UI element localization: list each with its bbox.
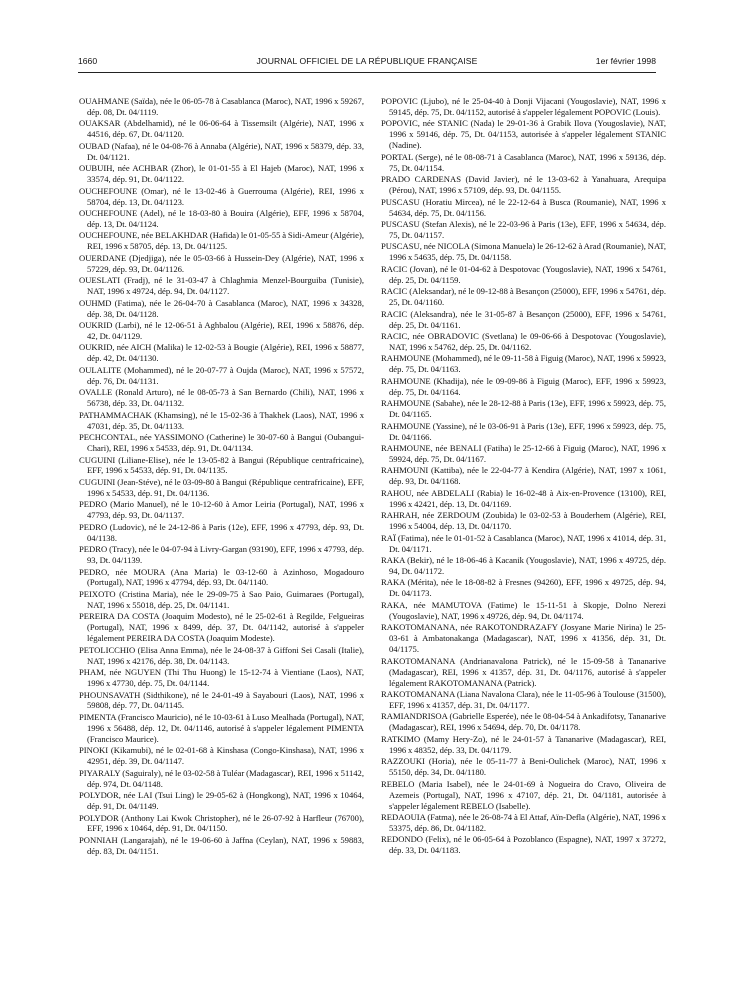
register-entry: RAHMOUNE (Khadija), née le 09-09-86 à Figuig (Maroc), EFF, 1996 x 59923, dép. 75, Dt. 04/1164. [381,375,666,397]
register-entry: OUHMD (Fatima), née le 26-04-70 à Casablanca (Maroc), NAT, 1996 x 34328, dép. 38, Dt. 04/1128. [79,297,364,319]
register-entry: RAHMOUNI (Kattiba), née le 22-04-77 à Kendira (Algérie), NAT, 1997 x 1061, dép. 93, Dt. 04/1168. [381,465,666,487]
register-entry: PEDRO, née MOURA (Ana Maria) le 03-12-60 à Azinhoso, Mogadouro (Portugal), NAT, 1996 x 47794, dép. 93, Dt. 04/1140. [79,566,364,588]
register-entry: RAMIANDRISOA (Gabrielle Esperée), née le 08-04-54 à Ankadifotsy, Tananarive (Madagascar), REI, 1996 x 54694, dép. 70, Dt. 04/1178. [381,711,666,733]
register-entry: REDAOUIA (Fatma), née le 26-08-74 à El Attaf, Aïn-Defla (Algérie), NAT, 1996 x 53375, dép. 86, Dt. 04/1182. [381,812,666,833]
register-entry: RACIC (Aleksandra), née le 31-05-87 à Besançon (25000), EFF, 1996 x 54761, dép. 25, Dt. 04/1161. [381,308,666,330]
register-entry: RAKOTOMANANA (Liana Navalona Clara), née le 11-05-96 à Toulouse (31500), EFF, 1996 x 41357, dép. 31, Dt. 04/1177. [381,689,666,710]
right-column [381,96,666,857]
register-entry: POPOVIC (Ljubo), né le 25-04-40 à Donji Vijacani (Yougoslavie), NAT, 1996 x 59145, dép. 75, Dt. 04/1152, autorisé à s'appeler légalement POPOVIC (Louis). [381,96,666,117]
register-entry: PEREIRA DA COSTA (Joaquim Modesto), né le 25-02-61 à Regilde, Felgueiras (Portugal), NAT, 1996 x 8499, dép. 37, Dt. 04/1142, autorisé à s'appeler légalement PEREIRA DA COSTA (Joaquim Modeste). [79,611,364,644]
register-entry: OUBAD (Nafaa), né le 04-08-76 à Annaba (Algérie), NAT, 1996 x 58379, dép. 33, Dt. 04/1121. [79,140,364,162]
issue-date: 1er février 1998 [595,56,656,66]
register-entry: RAHOU, née ABDELALI (Rabia) le 16-02-48 à Aix-en-Provence (13100), REI, 1996 x 42421, dép. 13, Dt. 04/1169. [381,487,666,509]
register-entry: RAHMOUNE (Sabahe), née le 28-12-88 à Paris (13e), EFF, 1996 x 59923, dép. 75, Dt. 04/1165. [381,398,666,420]
register-entry: OULALITE (Mohammed), né le 20-07-77 à Oujda (Maroc), NAT, 1996 x 57572, dép. 76, Dt. 04/1131. [79,364,364,386]
register-entry: RAZZOUKI (Horia), née le 05-11-77 à Beni-Oulichek (Maroc), NAT, 1996 x 55150, dép. 34, Dt. 04/1180. [381,756,666,778]
register-entry: OUBUIH, née ACHBAR (Zhor), le 01-01-55 à El Hajeb (Maroc), NAT, 1996 x 33574, dép. 91, Dt. 04/1122. [79,163,364,185]
register-entry: PHAM, née NGUYEN (Thi Thu Huong) le 15-12-74 à Vientiane (Laos), NAT, 1996 x 47730, dép. 75, Dt. 04/1144. [79,667,364,689]
register-entry: PORTAL (Serge), né le 08-08-71 à Casablanca (Maroc), NAT, 1996 x 59136, dép. 75, Dt. 04/1154. [381,151,666,173]
register-entry: OUERDANE (Djedjiga), née le 05-03-66 à Hussein-Dey (Algérie), NAT, 1996 x 57229, dép. 93, Dt. 04/1126. [79,252,364,274]
register-entry: PATHAMMACHAK (Khamsing), né le 15-02-36 à Thakhek (Laos), NAT, 1996 x 47031, dép. 35, Dt. 04/1133. [79,409,364,431]
register-entry: POLYDOR (Anthony Lai Kwok Christopher), né le 26-07-92 à Harfleur (76700), EFF, 1996 x 10464, dép. 91, Dt. 04/1150. [79,812,364,834]
page-number: 1660 [78,56,98,66]
register-entry: RAKA, née MAMUTOVA (Fatime) le 15-11-51 à Skopje, Dolno Nerezi (Yougoslavie), NAT, 1996 x 49726, dép. 94, Dt. 04/1174. [381,599,666,621]
register-entry: PEDRO (Ludovic), né le 24-12-86 à Paris (12e), EFF, 1996 x 47793, dép. 93, Dt. 04/1138. [79,521,364,543]
left-column [79,96,364,857]
register-entry: OUAHMANE (Saïda), née le 06-05-78 à Casablanca (Maroc), NAT, 1996 x 59267, dép. 08, Dt. 04/1119. [79,96,364,117]
register-entry: OVALLE (Ronald Arturo), né le 08-05-73 à San Bernardo (Chili), NAT, 1996 x 56738, dép. 33, Dt. 04/1132. [79,387,364,409]
register-entry: OUCHEFOUNE (Omar), né le 13-02-46 à Guerrouma (Algérie), REI, 1996 x 58704, dép. 13, Dt. 04/1123. [79,185,364,207]
register-entry: RAKOTOMANANA (Andrianavalona Patrick), né le 15-09-58 à Tananarive (Madagascar), REI, 1996 x 41357, dép. 31, Dt. 04/1176, autorisé à s'appeler légalement RAKOTOMANANA (Patrick). [381,655,666,688]
register-entry: RAÏ (Fatima), née le 01-01-52 à Casablanca (Maroc), NAT, 1996 x 41014, dép. 31, Dt. 04/1171. [381,532,666,554]
register-entry: PUSCASU (Horatiu Mircea), né le 22-12-64 à Busca (Roumanie), NAT, 1996 x 54634, dép. 75, Dt. 04/1156. [381,196,666,218]
register-entry: REBELO (Maria Isabel), née le 24-01-69 à Nogueira do Cravo, Oliveira de Azemeis (Portugal), NAT, 1996 x 47107, dép. 21, Dt. 04/1181, autorisée à s'appeler légalement REBELO (Isabelle). [381,778,666,811]
register-entry: RAKOTOMANANA, née RAKOTONDRAZAFY (Josyane Marie Nirina) le 25-03-61 à Ambatonakanga (Madagascar), NAT, 1996 x 41356, dép. 31, Dt. 04/1175. [381,622,666,655]
register-entry: RAHRAH, née ZERDOUM (Zoubida) le 03-02-53 à Bouderhem (Algérie), REI, 1996 x 54004, dép. 13, Dt. 04/1170. [381,510,666,532]
register-entry: PEDRO (Mario Manuel), né le 10-12-60 à Amor Leiria (Portugal), NAT, 1996 x 47793, dép. 93, Dt. 04/1137. [79,499,364,521]
register-entry: PUSCASU (Stefan Alexis), né le 22-03-96 à Paris (13e), EFF, 1996 x 54634, dép. 75, Dt. 04/1157. [381,218,666,240]
register-entry: PIMENTA (Francisco Mauricio), né le 10-03-61 à Luso Mealhada (Portugal), NAT, 1996 x 56488, dép. 12, Dt. 04/1146, autorisé à s'appeler légalement PIMENTA (Francisco Maurice). [79,711,364,744]
register-entry: RAKA (Bekir), né le 18-06-46 à Kacanik (Yougoslavie), NAT, 1996 x 49725, dép. 94, Dt. 04/1172. [381,555,666,577]
register-entry: RACIC, née OBRADOVIC (Svetlana) le 09-06-66 à Despotovac (Yougoslavie), NAT, 1996 x 54762, dép. 25, Dt. 04/1162. [381,331,666,352]
register-entry: REDONDO (Felix), né le 06-05-64 à Pozoblanco (Espagne), NAT, 1997 x 37272, dép. 33, Dt. 04/1183. [381,834,666,856]
register-entry: POLYDOR, née LAI (Tsui Ling) le 29-05-62 à (Hongkong), NAT, 1996 x 10464, dép. 91, Dt. 04/1149. [79,790,364,812]
register-entry: PHOUNSAVATH (Sidthikone), né le 24-01-49 à Sayabouri (Laos), NAT, 1996 x 59808, dép. 77, Dt. 04/1145. [79,689,364,711]
register-entry: CUGUINI (Liliane-Elise), née le 13-05-82 à Bangui (République centrafricaine), EFF, 1996 x 54533, dép. 91, Dt. 04/1135. [79,454,364,476]
register-entry: RAHMOUNE, née BENALI (Fatiha) le 25-12-66 à Figuig (Maroc), NAT, 1996 x 59924, dép. 75, Dt. 04/1167. [381,443,666,464]
register-entry: OUAKSAR (Abdelhamid), né le 06-06-64 à Tissemsilt (Algérie), NAT, 1996 x 44516, dép. 67, Dt. 04/1120. [79,118,364,140]
register-entry: PECHCONTAL, née YASSIMONO (Catherine) le 30-07-60 à Bangui (Oubangui-Chari), REI, 1996 x 54533, dép. 91, Dt. 04/1134. [79,432,364,454]
register-entry: OUESLATI (Fradj), né le 31-03-47 à Chlaghmia Menzel-Bourguiba (Tunisie), NAT, 1996 x 49724, dép. 94, Dt. 04/1127. [79,275,364,297]
register-entry: OUCHEFOUNE (Adel), né le 18-03-80 à Bouira (Algérie), EFF, 1996 x 58704, dép. 13, Dt. 04/1124. [79,208,364,229]
register-entry: CUGUINI (Jean-Stéve), né le 03-09-80 à Bangui (République centrafricaine), EFF, 1996 x 54533, dép. 91, Dt. 04/1136. [79,476,364,498]
register-entry: PONNIAH (Langarajah), né le 19-06-60 à Jaffna (Ceylan), NAT, 1996 x 59883, dép. 83, Dt. 04/1151. [79,834,364,856]
register-entry: PETOLICCHIO (Elisa Anna Emma), née le 24-08-37 à Giffoni Sei Casali (Italie), NAT, 1996 x 42176, dép. 38, Dt. 04/1143. [79,644,364,666]
register-entry: RACIC (Aleksandar), né le 09-12-88 à Besançon (25000), EFF, 1996 x 54761, dép. 25, Dt. 04/1160. [381,286,666,308]
register-entry: PEIXOTO (Cristina Maria), née le 29-09-75 à Sao Paio, Guimaraes (Portugal), NAT, 1996 x 55018, dép. 25, Dt. 04/1141. [79,588,364,610]
register-entry: PRADO CARDENAS (David Javier), né le 13-03-62 à Yanahuara, Arequipa (Pérou), NAT, 1996 x 57109, dép. 93, Dt. 04/1155. [381,174,666,196]
register-entry: PEDRO (Tracy), née le 04-07-94 à Livry-Gargan (93190), EFF, 1996 x 47793, dép. 93, Dt. 04/1139. [79,544,364,566]
register-entry: RATKIMO (Mamy Hery-Zo), né le 24-01-57 à Tananarive (Madagascar), REI, 1996 x 48352, dép. 33, Dt. 04/1179. [381,733,666,755]
register-entry: OUCHEFOUNE, née BELAKHDAR (Hafida) le 01-05-55 à Sidi-Ameur (Algérie), REI, 1996 x 58705, dép. 13, Dt. 04/1125. [79,230,364,252]
register-entry: RAKA (Mérita), née le 18-08-82 à Fresnes (94260), EFF, 1996 x 49725, dép. 94, Dt. 04/1173. [381,577,666,599]
register-entry: RAHMOUNE (Mohammed), né le 09-11-58 à Figuig (Maroc), NAT, 1996 x 59923, dép. 75, Dt. 04/1163. [381,353,666,375]
register-entry: PINOKI (Kikamubi), né le 02-01-68 à Kinshasa (Congo-Kinshasa), NAT, 1996 x 42951, dép. 39, Dt. 04/1147. [79,745,364,767]
header-rule [78,72,656,73]
register-entry: POPOVIC, née STANIC (Nada) le 29-01-36 à Grabik Ilova (Yougoslavie), NAT, 1996 x 59146, dép. 75, Dt. 04/1153, autorisée à s'appeler légalement STANIC (Nadine). [381,118,666,151]
register-entry: RACIC (Jovan), né le 01-04-62 à Despotovac (Yougoslavie), NAT, 1996 x 54761, dép. 25, Dt. 04/1159. [381,263,666,285]
register-entry: PUSCASU, née NICOLA (Simona Manuela) le 26-12-62 à Arad (Roumanie), NAT, 1996 x 54635, dép. 75, Dt. 04/1158. [381,241,666,263]
register-entry: RAHMOUNE (Yassine), né le 03-06-91 à Paris (13e), EFF, 1996 x 59923, dép. 75, Dt. 04/1166. [381,420,666,442]
page-header [78,56,656,70]
journal-title: JOURNAL OFFICIEL DE LA RÉPUBLIQUE FRANÇAISE [256,56,478,66]
register-entry: OUKRID, née AICH (Malika) le 12-02-53 à Bougie (Algérie), REI, 1996 x 58877, dép. 42, Dt. 04/1130. [79,342,364,364]
register-entry: OUKRID (Larbi), né le 12-06-51 à Aghbalou (Algérie), REI, 1996 x 58876, dép. 42, Dt. 04/1129. [79,320,364,342]
register-entry: PIYARALY (Saguiraly), né le 03-02-58 à Tuléar (Madagascar), REI, 1996 x 51142, dép. 974, Dt. 04/1148. [79,767,364,789]
